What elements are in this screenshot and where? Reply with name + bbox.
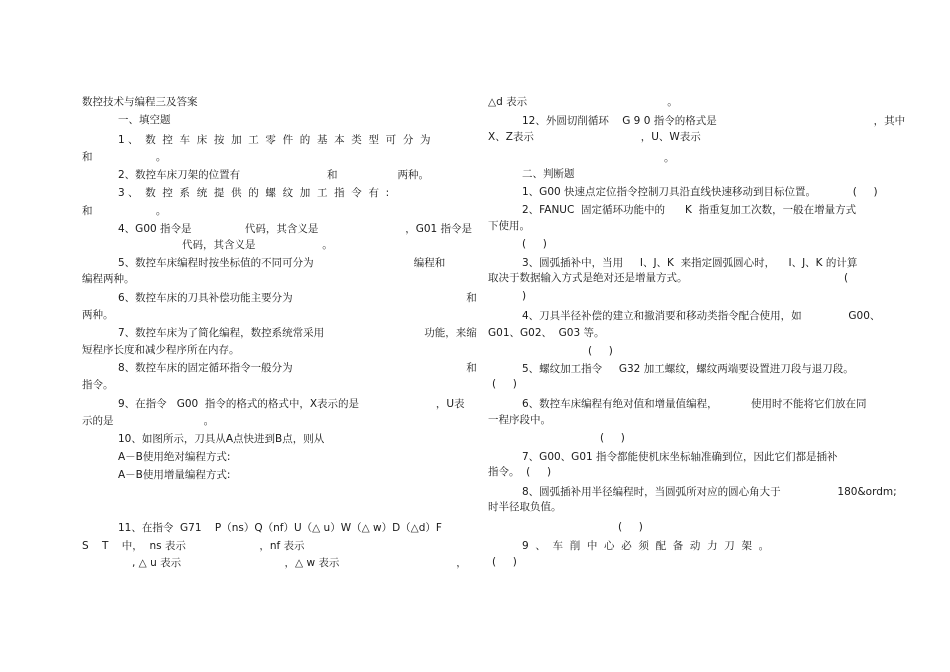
judge-2-answer: ( ) xyxy=(522,238,547,250)
judge-1: 1、G00 快速点定位指令控制刀具沿直线快速移动到目标位置。 ( ) xyxy=(522,186,878,198)
judge-7-line-2: 指令。 ( ) xyxy=(488,466,552,478)
judge-9-answer: ( ) xyxy=(492,556,517,568)
judge-4-answer: ( ) xyxy=(588,345,613,357)
question-1-line-1: 1 、 数 控 车 床 按 加 工 零 件 的 基 本 类 型 可 分 为 xyxy=(118,134,431,146)
judge-8-line-1: 8、圆弧插补用半径编程时，当圆弧所对应的圆心角大于 180&ordm; xyxy=(522,486,897,498)
judge-2-line-2: 下使用。 xyxy=(488,220,530,232)
document-title: 数控技术与编程三及答案 xyxy=(82,96,198,108)
question-4-line-2: 代码，其含义是 。 xyxy=(182,239,333,251)
question-10-line-2: A－B使用绝对编程方式: xyxy=(118,451,231,463)
question-9-line-2: 示的是 。 xyxy=(82,415,215,427)
question-7-line-1: 7、数控车床为了简化编程，数控系统常采用 功能，来缩 xyxy=(118,327,477,339)
judge-5-line-1: 5、螺纹加工指令 G32 加工螺纹，螺纹两端要设置进刀段与退刀段。 xyxy=(522,363,854,375)
question-11-line-1: 11、在指令 G71 P（ns）Q（nf）U（△ u）W（△ w）D（△d）F xyxy=(118,522,442,534)
question-3-line-1: 3 、 数 控 系 统 提 供 的 螺 纹 加 工 指 令 有 : xyxy=(118,187,390,199)
question-2: 2、数控车床刀架的位置有 和 两种。 xyxy=(118,169,430,181)
question-7-line-2: 短程序长度和减少程序所在内存。 xyxy=(82,344,240,356)
judge-8-line-2: 时半径取负值。 xyxy=(488,501,562,513)
judge-8-answer: ( ) xyxy=(618,521,643,533)
judge-7-line-1: 7、G00、G01 指令都能使机床坐标轴准确到位，因此它们都是插补 xyxy=(522,451,838,463)
question-1-line-2: 和 。 xyxy=(82,151,167,163)
question-3-line-2: 和 。 xyxy=(82,205,167,217)
section-heading-fill-blank: 一、填空题 xyxy=(118,114,171,126)
judge-4-line-2: G01、G02、 G03 等。 xyxy=(488,327,605,339)
question-8-line-1: 8、数控车床的固定循环指令一般分为 和 xyxy=(118,362,477,374)
judge-3-answer-open: ( xyxy=(844,272,849,284)
judge-6-answer: ( ) xyxy=(600,432,625,444)
question-12-line-3: 。 xyxy=(664,152,675,164)
question-11-continued: △d 表示 。 xyxy=(488,96,678,108)
question-9-line-1: 9、在指令 G00 指令的格式的格式中，X表示的是 ，U表 xyxy=(118,398,465,410)
question-5-line-1: 5、数控车床编程时按坐标值的不同可分为 编程和 xyxy=(118,257,446,269)
question-12-line-2: X、Z表示 ，U、W表示 xyxy=(488,131,701,143)
judge-6-line-2: 一程序段中。 xyxy=(488,414,551,426)
question-6-line-2: 两种。 xyxy=(82,309,114,321)
judge-3-line-2: 取决于数据输入方式是绝对还是增量方式。 xyxy=(488,272,688,284)
question-6-line-1: 6、数控车床的刀具补偿功能主要分为 和 xyxy=(118,292,477,304)
judge-6-line-1: 6、数控车床编程有绝对值和增量值编程， 使用时不能将它们放在同 xyxy=(522,398,867,410)
section-heading-true-false: 二、判断题 xyxy=(522,168,575,180)
question-10-line-1: 10、如图所示，刀具从A点快进到B点，则从 xyxy=(118,433,325,445)
judge-5-answer: ( ) xyxy=(492,378,517,390)
judge-2-line-1: 2、FANUC 固定循环功能中的 K 指重复加工次数，一般在增量方式 xyxy=(522,204,857,216)
question-10-line-3: A－B使用增量编程方式: xyxy=(118,469,231,481)
question-12-line-1: 12、外圆切削循环 G 9 0 指令的格式是 ，其中 xyxy=(522,115,906,127)
question-11-line-3: , △ u 表示 ，△ w 表示 ， xyxy=(132,557,467,569)
judge-3-answer-close: ) xyxy=(522,290,527,302)
judge-3-line-1: 3、圆弧插补中，当用 I、J、K 来指定圆弧圆心时， I、J、K 的计算 xyxy=(522,257,858,269)
question-5-line-2: 编程两种。 xyxy=(82,273,135,285)
judge-4-line-1: 4、刀具半径补偿的建立和撤消要和移动类指令配合使用，如 G00、 xyxy=(522,310,881,322)
judge-9-line-1: 9 、 车 削 中 心 必 须 配 备 动 力 刀 架 。 xyxy=(522,540,770,552)
question-11-line-2: S T 中， ns 表示 ，nf 表示 xyxy=(82,540,305,552)
question-4-line-1: 4、G00 指令是 代码，其含义是 ，G01 指令是 xyxy=(118,223,473,235)
question-8-line-2: 指令。 xyxy=(82,379,114,391)
